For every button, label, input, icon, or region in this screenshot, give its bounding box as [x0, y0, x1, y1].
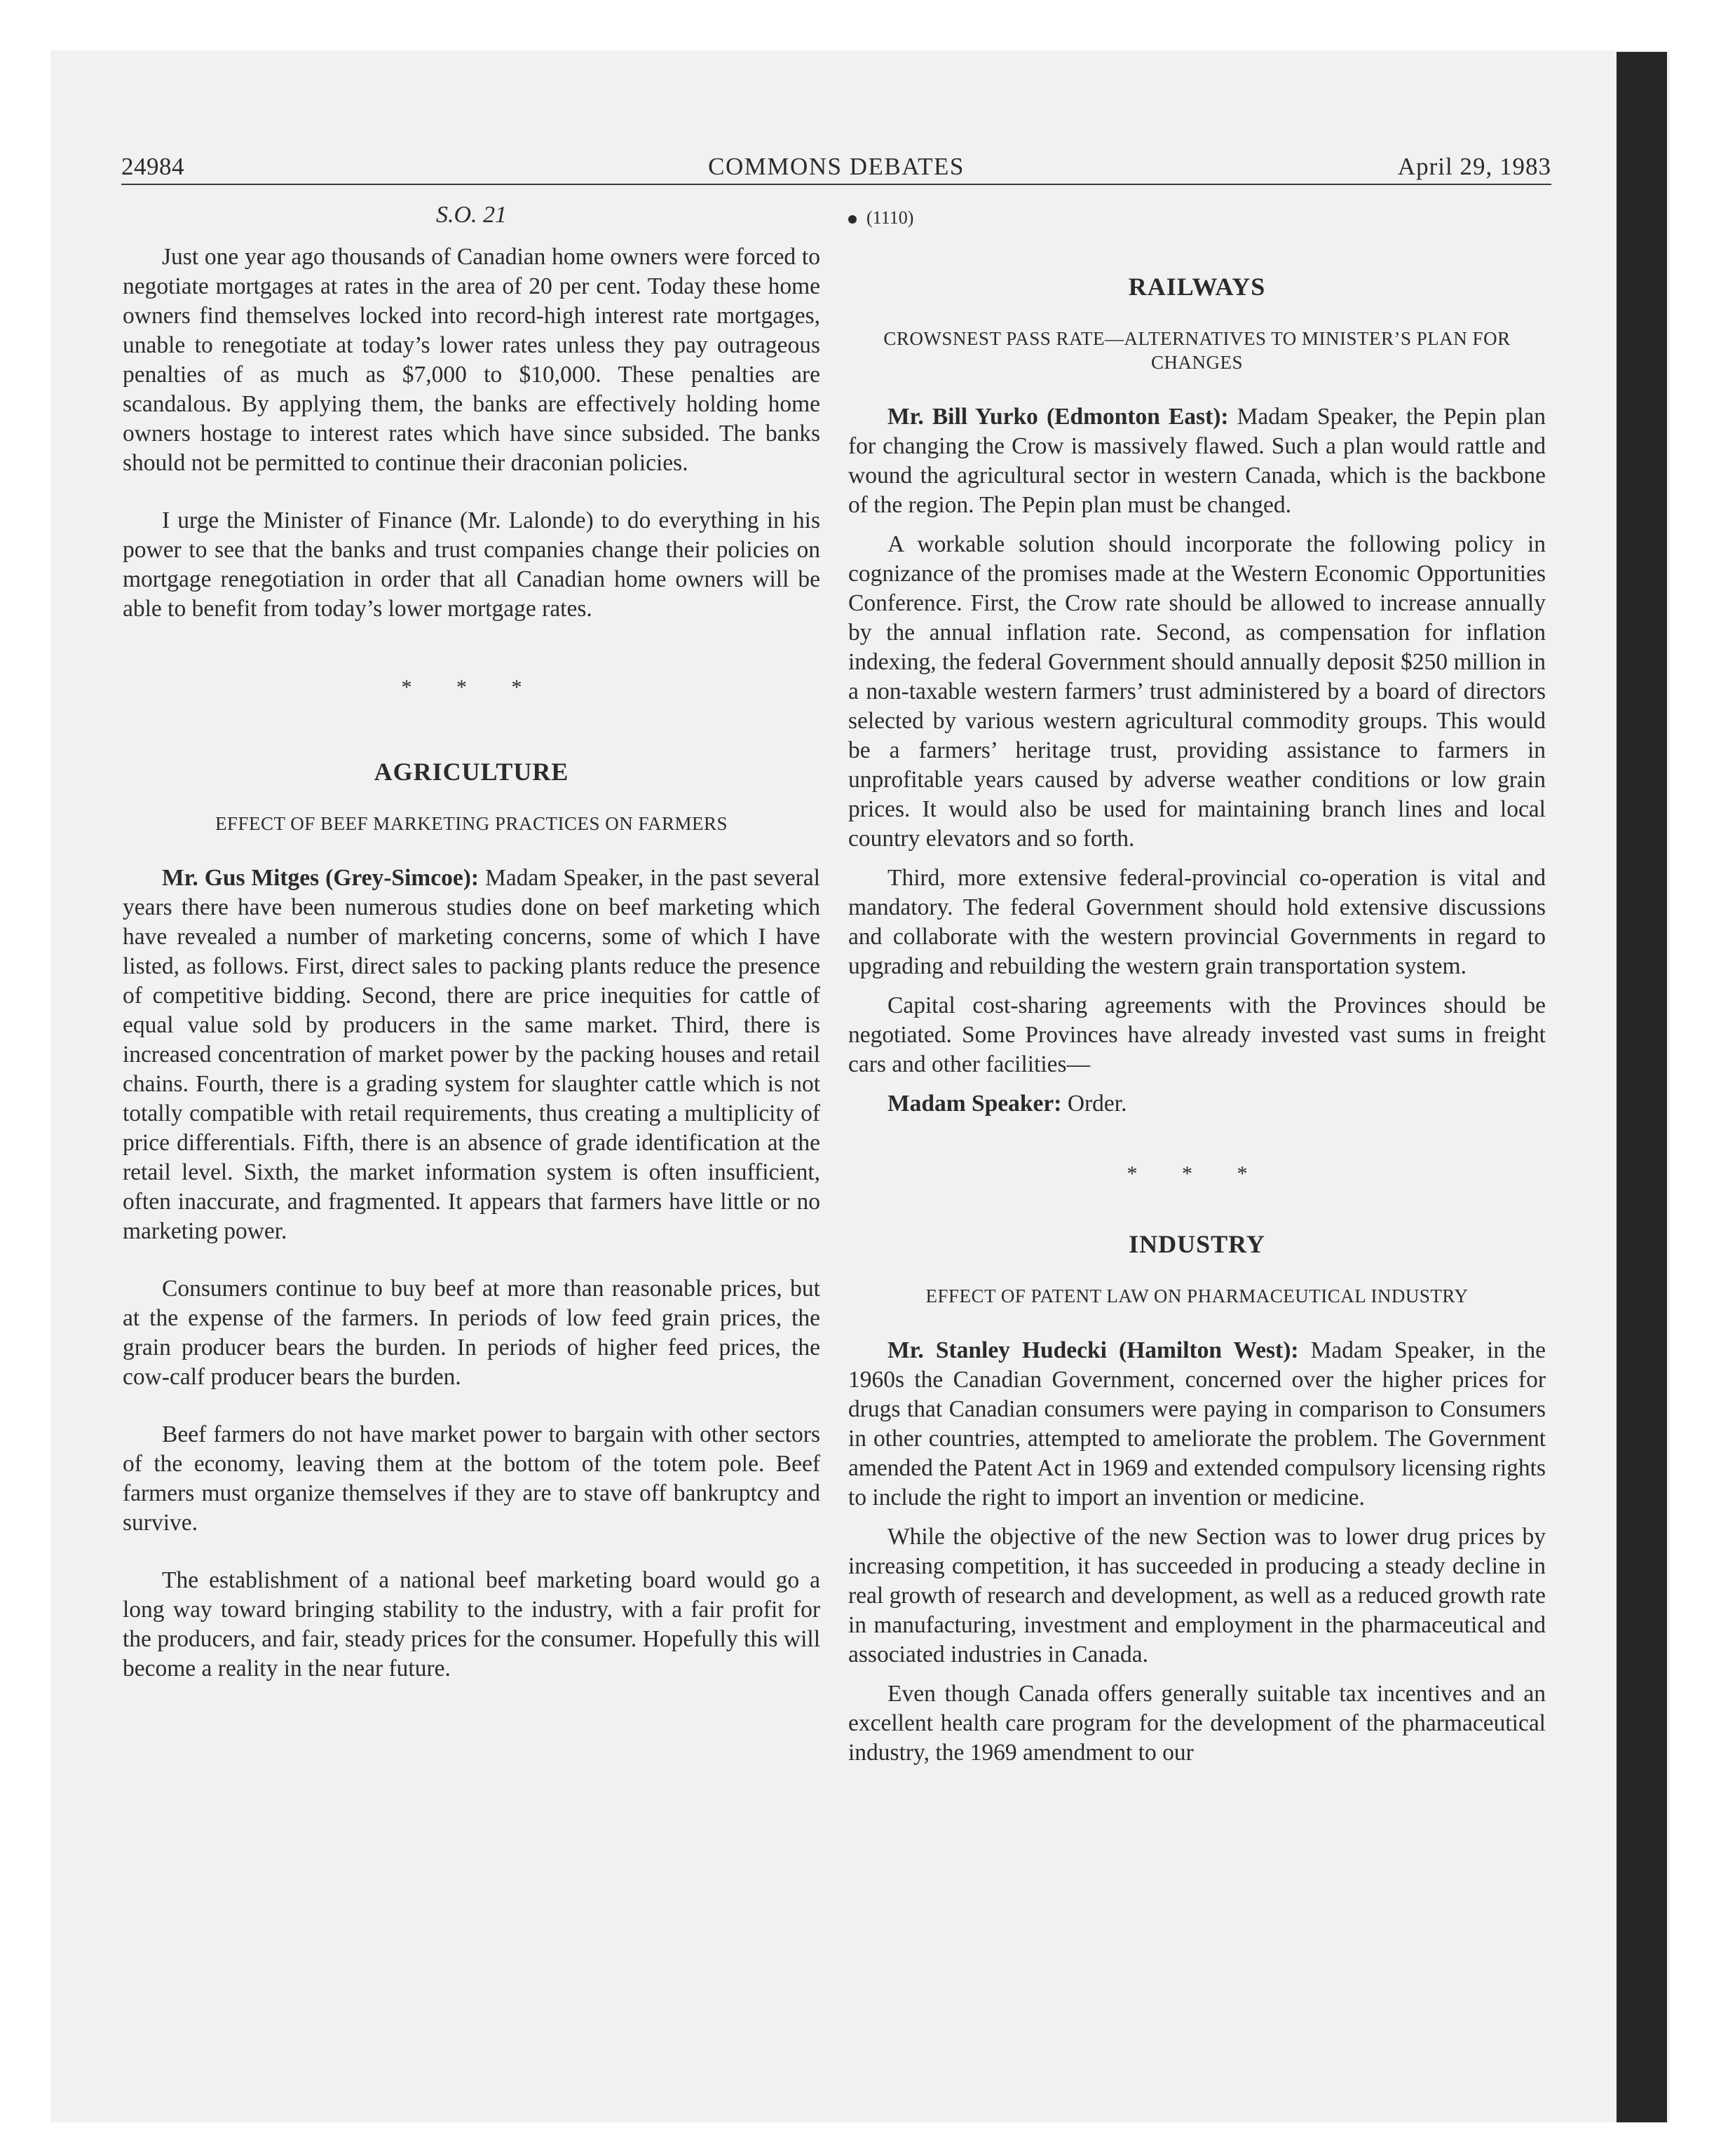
speech-text: Madam Speaker, in the 1960s the Canadian Government, concerned over the higher prices for drugs that Canadian consumers were paying in comparison to Consumers in other countries, attempted to ameliorate the problem. The Government amended the Patent Act in 1969 and extended compulsory licensing rights to include the right to import an invention or medicine. [848, 1337, 1546, 1510]
paragraph: Third, more extensive federal-provincial co-operation is vital and mandatory. The federal Government should hold extensive discussions and collaborate with the western provincial Governments in regard to upgrading and rebuilding the western grain transportation system. [848, 865, 1546, 979]
section-subheading: CROWSNEST PASS RATE—ALTERNATIVES TO MINISTER’S PLAN FOR CHANGES [883, 328, 1511, 373]
paragraph: A workable solution should incorporate the following policy in cognizance of the promises made at the Western Economic Opportunities Conference. First, the Crow rate should be allowed to increase annually by the annual inflation rate. Second, as compensation for inflation indexing, the federal Government should annually deposit $250 million in a non-taxable western farmers’ trust administered by a board of directors selected by various western agricultural commodity groups. This would be a farmers’ heritage trust, providing assistance to farmers in unprofitable years caused by adverse weather conditions or low grain prices. It would also be used for maintaining branch lines and local country elevators and so forth. [848, 531, 1546, 852]
speech-text: Madam Speaker, the Pepin plan for changing the Crow is massively flawed. Such a plan would rattle and wound the agricultural sector in western Canada, which is the backbone of the region. The Pepin plan must be changed. [848, 404, 1546, 518]
speaker-name: Mr. Gus Mitges (Grey-Simcoe): [162, 865, 479, 891]
speech-text: Madam Speaker, in the past several years there have been numerous studies done on beef marketing which have revealed a number of marketing concerns, some of which I have listed, as follows. First, direct sales to packing plants reduce the presence of competitive bidding. Second, there are price inequities for cattle of equal value sold by producers in the same market. Third, there is increased concentration of market power by the packing houses and retail chains. Fourth, there is a grading system for slaughter cattle which is not totally compatible with retail requirements, thus creating a multiplicity of price differentials. Fifth, there is an absence of grade identification at the retail level. Sixth, the market information system is often insufficient, often inaccurate, and fragmented. It appears that farmers have little or no marketing power. [123, 865, 820, 1244]
interjection-text: Order. [1061, 1091, 1127, 1117]
paragraph: Consumers continue to buy beef at more than reasonable prices, but at the expense of the farmers. In periods of low feed grain prices, the grain producer bears the burden. In periods of higher feed prices, the cow-calf producer bears the burden. [123, 1276, 820, 1390]
timestamp [848, 203, 1546, 233]
interjection [848, 1089, 1546, 1119]
section-separator: * * * [401, 676, 542, 699]
right-column [848, 200, 1546, 1768]
page-number: 24984 [121, 153, 184, 180]
speech-paragraph [848, 402, 1546, 520]
speaker-name: Mr. Stanley Hudecki (Hamilton West): [887, 1337, 1299, 1363]
section-subheading: EFFECT OF PATENT LAW ON PHARMACEUTICAL INDUSTRY [925, 1285, 1469, 1306]
paragraph: Even though Canada offers generally suitable tax incentives and an excellent health care program for the development of the pharmaceutical industry, the 1969 amendment to our [848, 1681, 1546, 1766]
page-date: April 29, 1983 [1397, 153, 1551, 180]
paragraph: Capital cost-sharing agreements with the Provinces should be negotiated. Some Provinces have already invested vast sums in freight cars and other facilities— [848, 992, 1546, 1077]
timestamp-text: (1110) [866, 207, 914, 228]
bullet-icon [848, 215, 857, 224]
section-separator: * * * [1127, 1162, 1267, 1185]
paragraph: The establishment of a national beef marketing board would go a long way toward bringing stability to the industry, with a fair profit for the producers, and fair, steady prices for the consumer. Hopefully this will become a reality in the near future. [123, 1567, 820, 1681]
speaker-name: Madam Speaker: [887, 1091, 1062, 1117]
speech-paragraph [123, 864, 820, 1246]
section-heading: RAILWAYS [1128, 273, 1266, 301]
speech-paragraph [848, 1336, 1546, 1513]
section-heading: INDUSTRY [1129, 1230, 1265, 1258]
speaker-name: Mr. Bill Yurko (Edmonton East): [887, 404, 1229, 430]
header-rule [121, 184, 1551, 185]
section-label: S.O. 21 [435, 202, 508, 228]
publication-title: COMMONS DEBATES [708, 153, 965, 180]
section-heading: AGRICULTURE [374, 758, 569, 786]
paragraph: While the objective of the new Section was to lower drug prices by increasing competition, it has succeeded in producing a steady decline in real growth of research and development, as well as a reduced growth rate in manufacturing, investment and employment in the pharmaceutical and associated industries in Canada. [848, 1524, 1546, 1667]
paragraph: Just one year ago thousands of Canadian home owners were forced to negotiate mortgages at rates in the area of 20 per cent. Today these home owners find themselves locked into record-high interest rate mortgages, unable to renegotiate at today’s lower rates unless they pay outrageous penalties of as much as $7,000 to $10,000. These penalties are scandalous. By applying them, the banks are effectively holding home owners hostage to interest rates which have since subsided. The banks should not be permitted to continue their draconian policies. [123, 244, 820, 476]
left-column [123, 200, 820, 1684]
paragraph: Beef farmers do not have market power to bargain with other sectors of the economy, leaving them at the bottom of the totem pole. Beef farmers must organize themselves if they are to stave off bankruptcy and survive. [123, 1421, 820, 1536]
paragraph: I urge the Minister of Finance (Mr. Lalonde) to do everything in his power to see that the banks and trust companies change their policies on mortgage renegotiation in order that all Canadian home owners will be able to benefit from today’s lower mortgage rates. [123, 507, 820, 622]
scan-border [1617, 52, 1667, 2122]
section-subheading: EFFECT OF BEEF MARKETING PRACTICES ON FARMERS [215, 813, 728, 834]
